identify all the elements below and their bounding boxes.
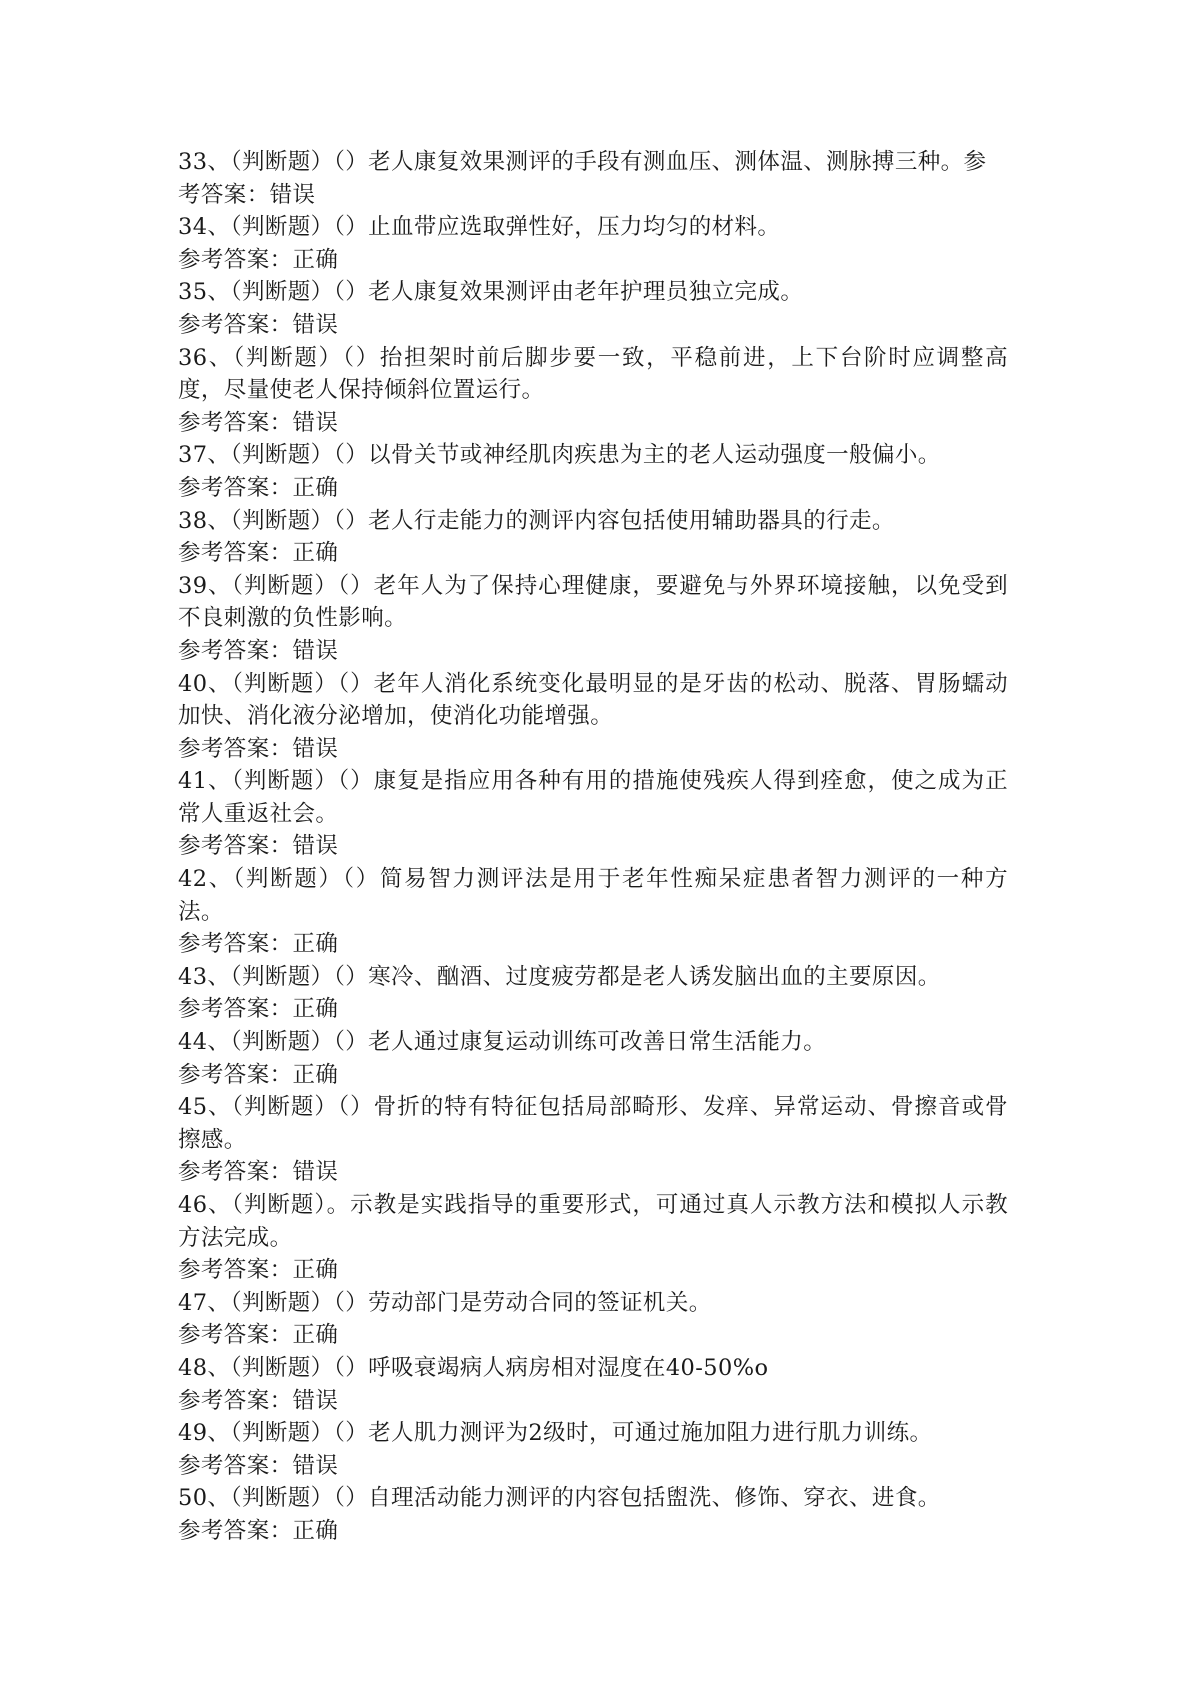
question-item-47	[178, 1287, 1008, 1352]
question-item-37	[178, 439, 1008, 504]
question-text: 43、（判断题）（）寒冷、酗酒、过度疲劳都是老人诱发脑出血的主要原因。	[178, 963, 941, 990]
question-text: 34、（判断题）（）止血带应选取弹性好，压力均匀的材料。	[178, 214, 781, 241]
answer-text: 参考答案：正确	[178, 540, 339, 567]
answer-text: 参考答案：错误	[178, 833, 339, 860]
question-text: 33、（判断题）（）老人康复效果测评的手段有测血压、测体温、测脉搏三种。	[178, 149, 964, 175]
answer-text: 参考答案：正确	[178, 996, 339, 1023]
question-text: 47、（判断题）（）劳动部门是劳动合同的签证机关。	[178, 1289, 712, 1316]
question-text: 46、（判断题）。示教是实践指导的重要形式，可通过真人示教方法和模拟人示教方法完成。	[178, 1192, 1008, 1251]
question-text: 45、（判断题）（）骨折的特有特征包括局部畸形、发痒、异常运动、骨擦音或骨擦感。	[178, 1094, 1008, 1153]
answer-text: 参考答案：错误	[178, 1452, 339, 1479]
answer-text: 参考答案：错误	[178, 149, 987, 208]
answer-text: 参考答案：正确	[178, 1517, 339, 1544]
question-item-43	[178, 961, 1008, 1026]
question-item-34	[178, 211, 1008, 276]
question-item-46	[178, 1189, 1008, 1287]
question-item-41	[178, 765, 1008, 863]
answer-text: 参考答案：正确	[178, 246, 339, 273]
answer-text: 参考答案：正确	[178, 1061, 339, 1088]
question-item-35	[178, 276, 1008, 341]
question-text: 37、（判断题）（）以骨关节或神经肌肉疾患为主的老人运动强度一般偏小。	[178, 442, 941, 469]
question-text: 42、（判断题）（）简易智力测评法是用于老年性痴呆症患者智力测评的一种方法。	[178, 866, 1008, 925]
answer-text: 参考答案：错误	[178, 1387, 339, 1414]
question-text: 35、（判断题）（）老人康复效果测评由老年护理员独立完成。	[178, 279, 804, 306]
answer-text: 参考答案：错误	[178, 311, 339, 338]
question-text: 50、（判断题）（）自理活动能力测评的内容包括盥洗、修饰、穿衣、进食。	[178, 1485, 941, 1512]
answer-text: 参考答案：正确	[178, 1257, 339, 1284]
question-item-38	[178, 505, 1008, 570]
question-item-39	[178, 570, 1008, 668]
question-item-42	[178, 863, 1008, 961]
question-item-44	[178, 1026, 1008, 1091]
question-item-49	[178, 1417, 1008, 1482]
question-item-45	[178, 1091, 1008, 1189]
question-text: 48、（判断题）（）呼吸衰竭病人病房相对湿度在40-50%o	[178, 1354, 769, 1381]
question-item-36	[178, 342, 1008, 440]
answer-text: 参考答案：错误	[178, 409, 339, 436]
question-text: 49、（判断题）（）老人肌力测评为2级时，可通过施加阻力进行肌力训练。	[178, 1420, 933, 1447]
answer-text: 参考答案：错误	[178, 637, 339, 664]
question-text: 38、（判断题）（）老人行走能力的测评内容包括使用辅助器具的行走。	[178, 507, 895, 534]
question-text: 41、（判断题）（）康复是指应用各种有用的措施使残疾人得到痊愈，使之成为正常人重返社会。	[178, 768, 1008, 827]
answer-text: 参考答案：错误	[178, 1159, 339, 1186]
question-text: 39、（判断题）（）老年人为了保持心理健康，要避免与外界环境接触，以免受到不良刺激的负性影响。	[178, 572, 1008, 632]
question-text: 44、（判断题）（）老人通过康复运动训练可改善日常生活能力。	[178, 1029, 827, 1056]
answer-text: 参考答案：正确	[178, 474, 339, 501]
question-text: 40、（判断题）（）老年人消化系统变化最明显的是牙齿的松动、脱落、胃肠蠕动加快、消化液分泌增加，使消化功能增强。	[178, 670, 1008, 730]
question-text: 36、（判断题）（）抬担架时前后脚步要一致，平稳前进，上下台阶时应调整高度，尽量使老人保持倾斜位置运行。	[178, 344, 1008, 404]
question-item-33	[178, 146, 1008, 211]
question-item-50	[178, 1482, 1008, 1547]
answer-text: 参考答案：正确	[178, 1322, 339, 1349]
answer-text: 参考答案：错误	[178, 735, 339, 762]
question-item-48	[178, 1352, 1008, 1417]
question-item-40	[178, 668, 1008, 766]
answer-text: 参考答案：正确	[178, 931, 339, 958]
document-page	[178, 146, 1008, 1548]
